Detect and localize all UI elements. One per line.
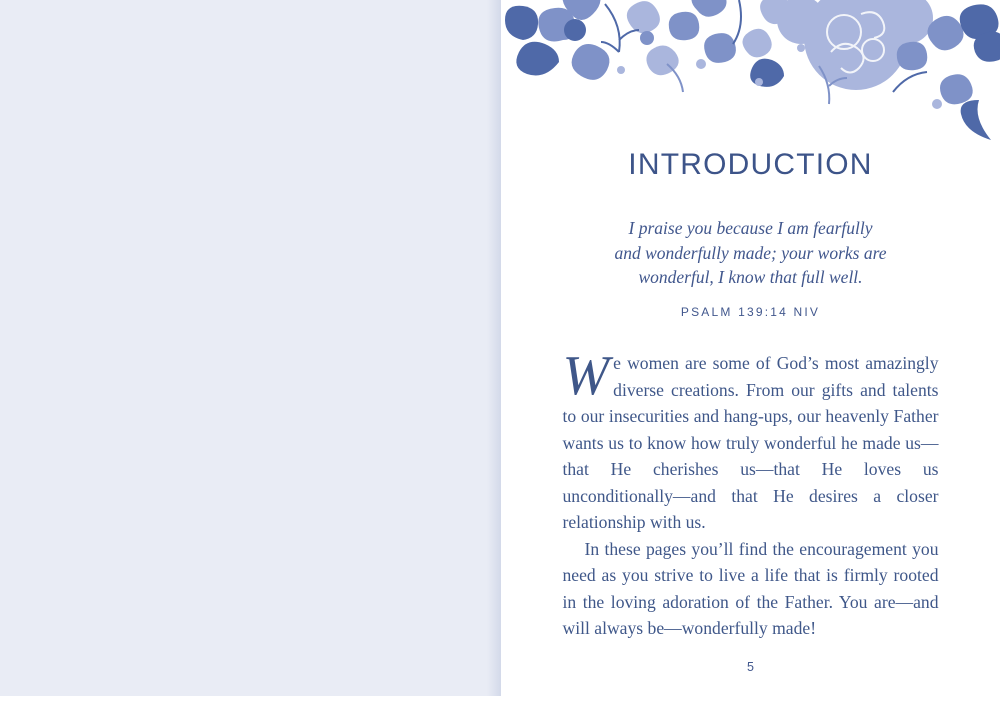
verse-line: I praise you because I am fearfully bbox=[628, 218, 873, 238]
gutter-shadow bbox=[487, 0, 501, 706]
floral-svg bbox=[501, 0, 1000, 150]
right-page bbox=[501, 0, 1000, 706]
paragraph-text: e women are some of God’s most amazingly diverse creations. From our gifts and talents to our insecurities and hang-ups, our heavenly Father wants us to know how truly wonderful he made us—that He cherishes us—that He loves us unconditionally—and that He desires a closer relationship with us. bbox=[562, 353, 939, 532]
verse-line: wonderful, I know that full well. bbox=[638, 267, 863, 287]
body-copy bbox=[562, 345, 939, 642]
paragraph-second: In these pages you’ll find the encouragement you need as you strive to live a life that is firmly rooted in the loving adoration of the Father. You are—and will always be—wonderfully made! bbox=[562, 538, 939, 638]
paragraph-first bbox=[562, 345, 939, 536]
drop-cap: W bbox=[562, 345, 610, 407]
verse-line: and wonderfully made; your works are bbox=[614, 242, 887, 263]
page-content bbox=[501, 148, 1000, 642]
floral-header-decoration bbox=[501, 0, 1000, 150]
verse-reference: PSALM 139:14 NIV bbox=[680, 304, 821, 319]
page-bottom-edge bbox=[0, 696, 501, 706]
page-number: 5 bbox=[747, 660, 754, 674]
page-title: INTRODUCTION bbox=[628, 148, 873, 181]
verse-block bbox=[586, 216, 916, 324]
